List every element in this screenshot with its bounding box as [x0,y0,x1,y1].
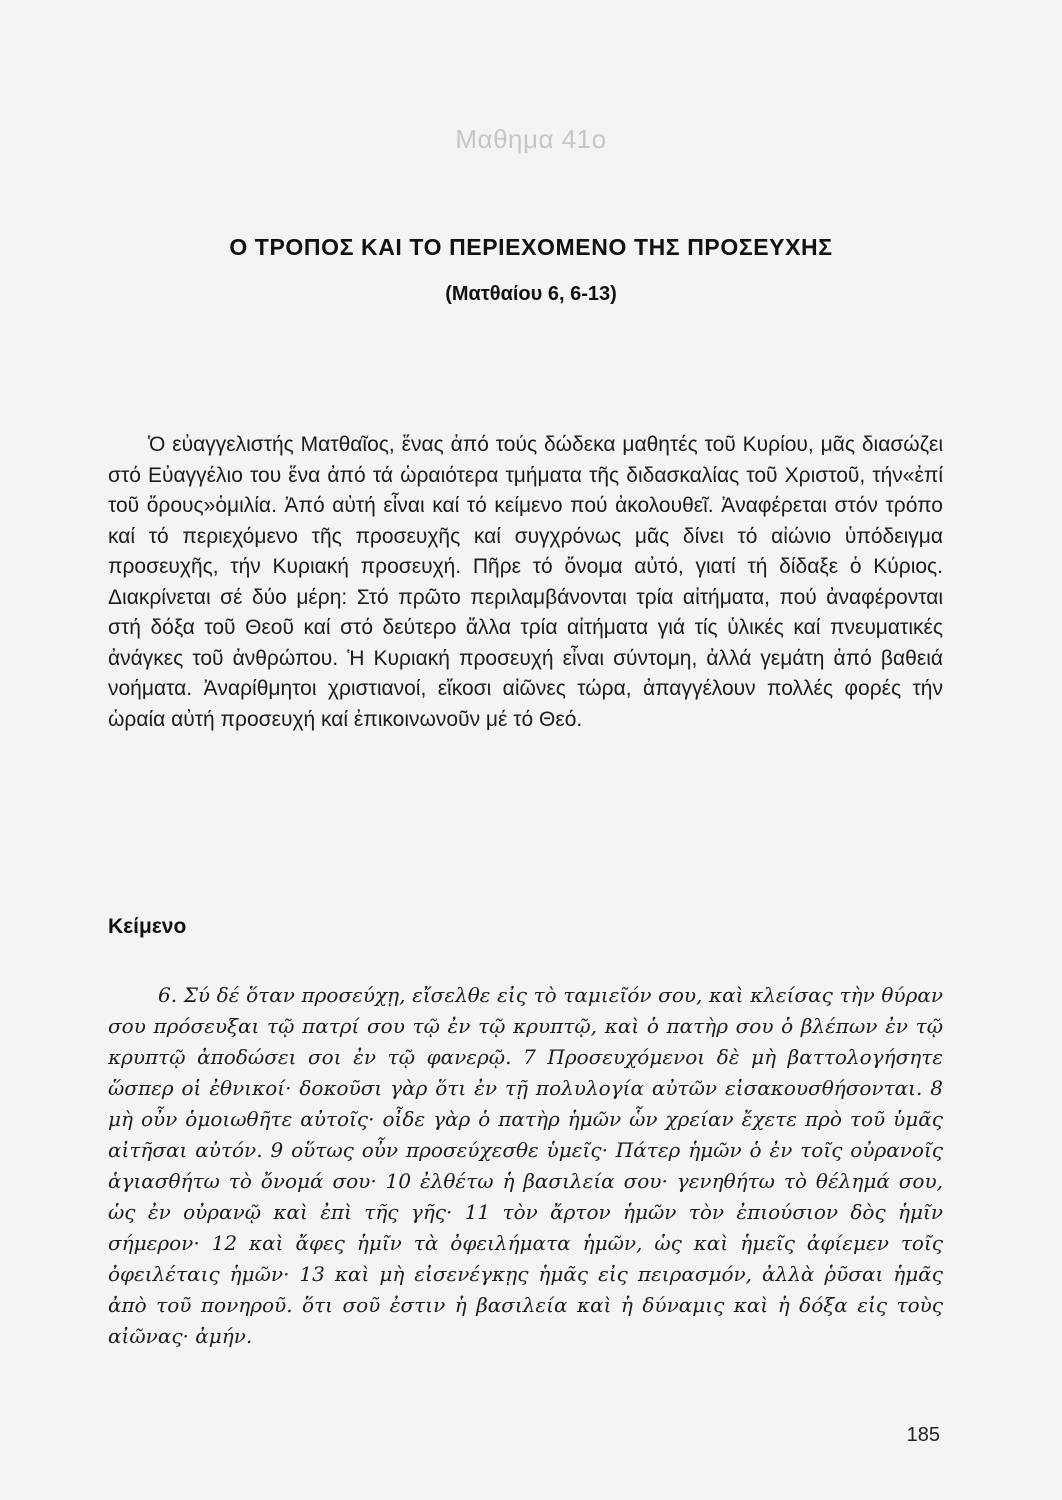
section-heading: Κείμενο [108,915,187,938]
lesson-label: Μαθημα 41ο [455,124,607,154]
scripture-reference: (Ματθαίου 6, 6-13) [445,283,617,305]
page-number: 185 [906,1424,940,1446]
scripture-text: 6. Σύ δέ ὅταν προσεύχῃ, εἴσελθε εἰς τὸ ταμιεῖόν σου, καὶ κλείσας τὴν θύραν σου πρόσευξαι τῷ πατρί σου τῷ ἐν τῷ κρυπτῷ, καὶ ὁ πατὴρ σου ὁ βλέπων ἐν τῷ κρυπτῷ ἀποδώσει σοι ἐν τῷ φανερῷ. 7 Προσευχόμενοι δὲ μὴ βαττολογήσητε ὥσπερ οἱ ἐθνικοί· δοκοῦσι γὰρ ὅτι ἐν τῇ πολυλογία αὐτῶν εἰσακουσθήσονται. 8 μὴ οὖν ὁμοιωθῆτε αὐτοῖς· οἶδε γὰρ ὁ πατὴρ ἡμῶν ὧν χρείαν ἔχετε πρὸ τοῦ ὑμᾶς αἰτῆσαι αὐτόν. 9 οὕτως οὖν προσεύχεσθε ὑμεῖς· Πάτερ ἡμῶν ὁ ἐν τοῖς οὐρανοῖς ἁγιασθήτω τὸ ὄνομά σου· 10 ἐλθέτω ἡ βασιλεία σου· γενηθήτω τὸ θέλημά σου, ὡς ἐν οὐρανῷ καὶ ἐπὶ τῆς γῆς· 11 τὸν ἄρτον ἡμῶν τὸν ἐπιούσιον δὸς ἡμῖν σήμερον· 12 καὶ ἄφες ἡμῖν τὰ ὀφειλήματα ἡμῶν, ὡς καὶ ἡμεῖς ἀφίεμεν τοῖς ὀφειλέταις ἡμῶν· 13 καὶ μὴ εἰσενέγκῃς ἡμᾶς εἰς πειρασμόν, ἀλλὰ ῥῦσαι ἡμᾶς ἀπὸ τοῦ πονηροῦ. ὅτι σοῦ ἐστιν ἡ βασιλεία καὶ ἡ δύναμις καὶ ἡ δόξα εἰς τοὺς αἰῶνας· ἀμήν. [108,983,943,1348]
page-title: Ο ΤΡΟΠΟΣ ΚΑΙ ΤΟ ΠΕΡΙΕΧΟΜΕΝΟ ΤΗΣ ΠΡΟΣΕΥΧΗΣ [229,234,833,260]
intro-paragraph: Ὁ εὐαγγελιστής Ματθαῖος, ἕνας ἀπό τούς δώδεκα μαθητές τοῦ Κυρίου, μᾶς διασώζει στό Εὐαγγέλιο του ἕνα ἀπό τά ὡραιότερα τμήματα τῆς διδασκαλίας τοῦ Χριστοῦ, τήν«ἐπί τοῦ ὄρους»ὁμιλία. Ἀπό αὐτή εἶναι καί τό κείμενο πού ἀκολουθεῖ. Ἀναφέρεται στόν τρόπο καί τό περιεχόμενο τῆς προσευχῆς καί συγχρόνως μᾶς δίνει τό αἰώνιο ὑπόδειγμα προσευχῆς, τήν Κυριακή προσευχή. Πῆρε τό ὄνομα αὐτό, γιατί τή δίδαξε ὁ Κύριος. Διακρίνεται σέ δύο μέρη: Στό πρῶτο περιλαμβάνονται τρία αἰτήματα, πού ἀναφέρονται στή δόξα τοῦ Θεοῦ καί στό δεύτερο ἄλλα τρία αἰτήματα γιά τίς ὑλικές καί πνευματικές ἀνάγκες τοῦ ἀνθρώπου. Ἡ Κυριακή προσευχή εἶναι σύντομη, ἀλλά γεμάτη ἀπό βαθειά νοήματα. Ἀναρίθμητοι χριστιανοί, εἴκοσι αἰῶνες τώρα, ἀπαγγέλουν πολλές φορές τήν ὡραία αὐτή προσευχή καί ἐπικοινωνοῦν μέ τό Θεό. [108,433,943,731]
